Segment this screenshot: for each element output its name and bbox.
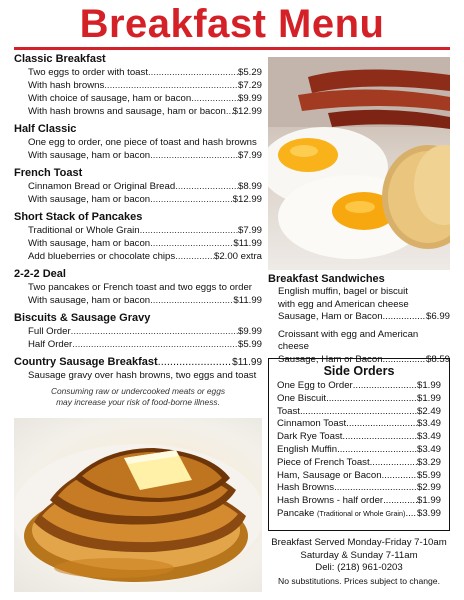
menu-item-description: Two pancakes or French toast and two eggs to order <box>28 282 252 293</box>
section-biscuits-gravy <box>14 312 262 351</box>
deli-phone: Deli: (218) 961-0203 <box>315 562 403 573</box>
title-divider <box>14 47 450 50</box>
side-item: Dark Rye Toast ..... $3.49 <box>277 431 441 444</box>
section-french-toast <box>14 167 262 206</box>
menu-item: With hash browns ..... $7.29 <box>14 79 262 92</box>
side-item: Hash Browns - half order ..... $1.99 <box>277 495 441 508</box>
section-title: 2-2-2 Deal <box>14 268 66 280</box>
menu-item: With hash browns and sausage, ham or bacon ..... $12.99 <box>14 105 262 118</box>
menu-item: Half Order ..... $5.99 <box>14 338 262 351</box>
main-menu-column <box>14 53 262 387</box>
eggs-pancakes-photo <box>268 57 450 270</box>
menu-item: Sausage, Ham or Bacon ..... $6.99 <box>268 311 450 324</box>
side-item: Cinnamon Toast ..... $3.49 <box>277 418 441 431</box>
section-title: Classic Breakfast <box>14 53 106 65</box>
section-title: Side Orders <box>323 364 395 378</box>
section-222-deal <box>14 268 262 307</box>
menu-item-description: English muffin, bagel or biscuit <box>278 286 408 297</box>
menu-item: Full Order ..... $9.99 <box>14 325 262 338</box>
menu-item-description: Sausage gravy over hash browns, two eggs and toast <box>28 370 257 381</box>
hours-weekend: Saturday & Sunday 7-11am <box>300 549 418 561</box>
hours-footer <box>268 537 450 587</box>
side-item: Ham, Sausage or Bacon ..... $5.99 <box>277 470 441 483</box>
policy-note: No substitutions. Prices subject to change. <box>278 575 440 586</box>
section-title: French Toast <box>14 167 83 179</box>
side-orders-box <box>268 358 450 531</box>
menu-item: Traditional or Whole Grain ..... $7.99 <box>14 224 262 237</box>
side-item: Piece of French Toast ..... $3.29 <box>277 457 441 470</box>
section-half-classic <box>14 123 262 162</box>
section-title: Country Sausage Breakfast ..... $11.99 <box>14 356 262 369</box>
menu-item: Add blueberries or chocolate chips ..... $2.00 extra <box>14 250 262 263</box>
menu-item: With sausage, ham or bacon ..... $12.99 <box>14 193 262 206</box>
menu-item-description: Croissant with egg and American cheese <box>278 328 419 352</box>
section-country-sausage <box>14 356 262 382</box>
side-item: Toast ..... $2.49 <box>277 406 441 419</box>
side-item: Hash Browns ..... $2.99 <box>277 482 441 495</box>
side-item: One Biscuit ..... $1.99 <box>277 393 441 406</box>
side-item: English Muffin ..... $3.49 <box>277 444 441 457</box>
menu-item: With sausage, ham or bacon ..... $11.99 <box>14 237 262 250</box>
section-pancakes <box>14 211 262 263</box>
menu-item: Two eggs to order with toast ..... $5.29 <box>14 66 262 79</box>
side-item: Pancake (Traditional or Whole Grain) ..... $3.99 <box>277 508 441 521</box>
hours-weekday: Breakfast Served Monday-Friday 7-10am <box>271 537 447 548</box>
menu-item-description: with egg and American cheese <box>278 298 409 310</box>
section-title: Half Classic <box>14 123 77 135</box>
food-safety-warning: Consuming raw or undercooked meats or eggs may increase your risk of food-borne illness. <box>50 386 226 407</box>
menu-item: Cinnamon Bread or Original Bread ..... $8.99 <box>14 180 262 193</box>
breakfast-sandwiches <box>268 273 450 366</box>
section-classic-breakfast <box>14 53 262 118</box>
menu-item: Sausage, Ham or Bacon ..... $8.59 <box>268 354 450 367</box>
menu-item-description: One egg to order, one piece of toast and hash browns <box>28 137 257 148</box>
section-title: Biscuits & Sausage Gravy <box>14 312 151 324</box>
menu-item: With sausage, ham or bacon ..... $7.99 <box>14 149 262 162</box>
french-toast-photo <box>14 418 262 592</box>
section-title: Breakfast Sandwiches <box>268 273 385 285</box>
section-title: Short Stack of Pancakes <box>14 211 143 223</box>
menu-item: With choice of sausage, ham or bacon ..... $9.99 <box>14 92 262 105</box>
menu-title: Breakfast Menu <box>79 2 385 46</box>
menu-item: With sausage, ham or bacon ..... $11.99 <box>14 294 262 307</box>
side-item: One Egg to Order ..... $1.99 <box>277 380 441 393</box>
